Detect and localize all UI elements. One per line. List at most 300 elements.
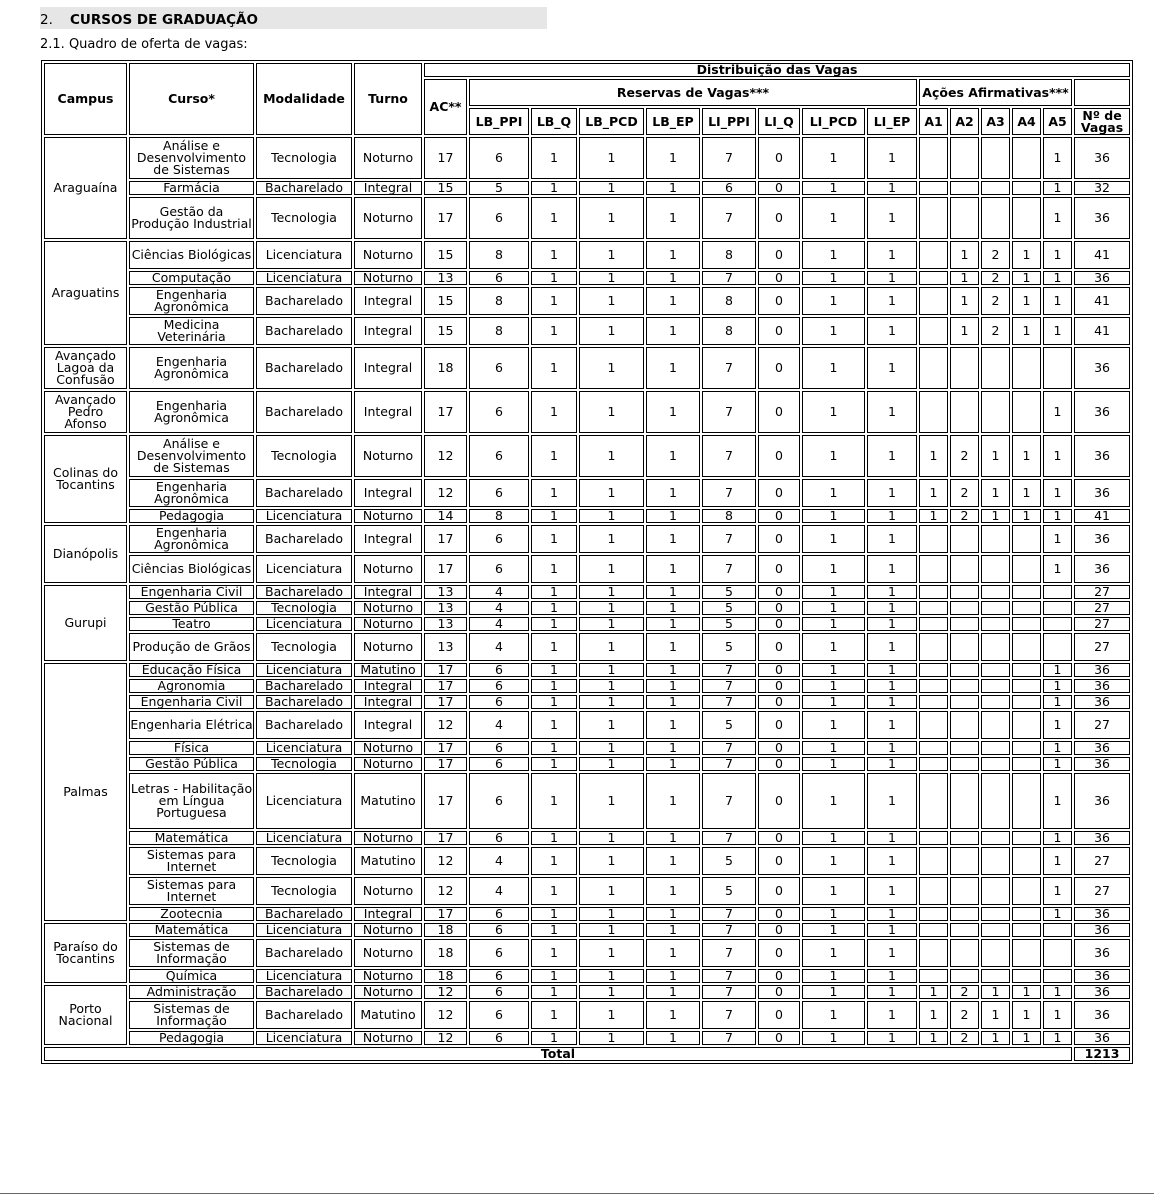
header-acoes: Ações Afirmativas*** — [919, 79, 1072, 106]
a3-cell: 1 — [981, 435, 1010, 477]
a1-cell — [919, 585, 948, 599]
a1-cell — [919, 271, 948, 285]
curso-cell: Matemática — [129, 923, 254, 937]
a3-cell: 2 — [981, 241, 1010, 269]
table-row — [44, 347, 1130, 389]
a2-cell — [950, 633, 979, 661]
curso-cell: Sistemas de Informação — [129, 1001, 254, 1029]
li-pcd-cell: 1 — [802, 663, 865, 677]
a3-cell — [981, 695, 1010, 709]
li-q-cell: 0 — [758, 663, 800, 677]
a3-cell — [981, 877, 1010, 905]
li-ppi-cell: 7 — [702, 555, 756, 583]
a3-cell: 1 — [981, 479, 1010, 507]
li-ep-cell: 1 — [867, 479, 917, 507]
ac-cell: 15 — [424, 241, 467, 269]
li-ep-cell: 1 — [867, 287, 917, 315]
modalidade-cell: Licenciatura — [256, 271, 352, 285]
ac-cell: 14 — [424, 509, 467, 523]
total-vagas-cell: 36 — [1074, 525, 1130, 553]
lb-q-cell: 1 — [531, 287, 577, 315]
ac-cell: 12 — [424, 985, 467, 999]
modalidade-cell: Licenciatura — [256, 773, 352, 829]
header-a3: A3 — [981, 108, 1010, 135]
li-ep-cell: 1 — [867, 585, 917, 599]
curso-cell: Engenharia Agronômica — [129, 391, 254, 433]
turno-cell: Noturno — [354, 555, 422, 583]
li-q-cell: 0 — [758, 555, 800, 583]
ac-cell: 13 — [424, 617, 467, 631]
lb-pcd-cell: 1 — [579, 585, 644, 599]
lb-ep-cell: 1 — [646, 287, 700, 315]
a5-cell: 1 — [1043, 271, 1072, 285]
lb-q-cell: 1 — [531, 555, 577, 583]
table-row — [44, 633, 1130, 661]
total-label: Total — [44, 1047, 1072, 1061]
lb-pcd-cell: 1 — [579, 435, 644, 477]
li-q-cell: 0 — [758, 633, 800, 661]
li-ppi-cell: 6 — [702, 181, 756, 195]
a4-cell: 1 — [1012, 1001, 1041, 1029]
modalidade-cell: Licenciatura — [256, 1031, 352, 1045]
a1-cell — [919, 347, 948, 389]
a4-cell — [1012, 555, 1041, 583]
a4-cell: 1 — [1012, 271, 1041, 285]
li-ep-cell: 1 — [867, 197, 917, 239]
lb-pcd-cell: 1 — [579, 479, 644, 507]
a5-cell — [1043, 633, 1072, 661]
lb-ppi-cell: 6 — [469, 939, 529, 967]
li-ppi-cell: 7 — [702, 773, 756, 829]
li-ep-cell: 1 — [867, 907, 917, 921]
lb-q-cell: 1 — [531, 877, 577, 905]
modalidade-cell: Bacharelado — [256, 939, 352, 967]
campus-cell: Colinas do Tocantins — [44, 435, 127, 523]
header-li-pcd: LI_PCD — [802, 108, 865, 135]
li-ppi-cell: 7 — [702, 347, 756, 389]
a4-cell — [1012, 877, 1041, 905]
lb-q-cell: 1 — [531, 617, 577, 631]
total-vagas-cell: 36 — [1074, 679, 1130, 693]
table-row — [44, 1031, 1130, 1045]
li-q-cell: 0 — [758, 923, 800, 937]
a2-cell — [950, 181, 979, 195]
li-pcd-cell: 1 — [802, 741, 865, 755]
lb-ppi-cell: 6 — [469, 679, 529, 693]
a1-cell — [919, 831, 948, 845]
a1-cell: 1 — [919, 985, 948, 999]
turno-cell: Noturno — [354, 271, 422, 285]
total-vagas-cell: 36 — [1074, 271, 1130, 285]
li-pcd-cell: 1 — [802, 969, 865, 983]
subsection-title: 2.1. Quadro de oferta de vagas: — [40, 37, 248, 52]
lb-ep-cell: 1 — [646, 741, 700, 755]
a1-cell — [919, 847, 948, 875]
a4-cell: 1 — [1012, 317, 1041, 345]
total-vagas-cell: 41 — [1074, 287, 1130, 315]
total-value: 1213 — [1074, 1047, 1130, 1061]
total-vagas-cell: 27 — [1074, 711, 1130, 739]
lb-ppi-cell: 6 — [469, 137, 529, 179]
lb-pcd-cell: 1 — [579, 181, 644, 195]
lb-pcd-cell: 1 — [579, 741, 644, 755]
a2-cell — [950, 695, 979, 709]
campus-cell: Dianópolis — [44, 525, 127, 583]
li-ep-cell: 1 — [867, 695, 917, 709]
total-vagas-cell: 36 — [1074, 831, 1130, 845]
li-ep-cell: 1 — [867, 633, 917, 661]
lb-ep-cell: 1 — [646, 877, 700, 905]
li-ep-cell: 1 — [867, 831, 917, 845]
lb-ppi-cell: 6 — [469, 773, 529, 829]
li-pcd-cell: 1 — [802, 601, 865, 615]
table-body — [44, 137, 1130, 1045]
header-lb-ppi: LB_PPI — [469, 108, 529, 135]
lb-q-cell: 1 — [531, 1001, 577, 1029]
a4-cell — [1012, 617, 1041, 631]
ac-cell: 13 — [424, 601, 467, 615]
a2-cell: 2 — [950, 479, 979, 507]
lb-pcd-cell: 1 — [579, 923, 644, 937]
campus-cell: Araguaína — [44, 137, 127, 239]
a5-cell: 1 — [1043, 197, 1072, 239]
lb-ppi-cell: 6 — [469, 741, 529, 755]
a3-cell — [981, 939, 1010, 967]
li-ep-cell: 1 — [867, 757, 917, 771]
total-vagas-cell: 36 — [1074, 391, 1130, 433]
lb-q-cell: 1 — [531, 585, 577, 599]
ac-cell: 18 — [424, 969, 467, 983]
lb-ep-cell: 1 — [646, 633, 700, 661]
lb-ppi-cell: 6 — [469, 555, 529, 583]
a5-cell: 1 — [1043, 391, 1072, 433]
a5-cell: 1 — [1043, 907, 1072, 921]
table-row — [44, 271, 1130, 285]
a5-cell: 1 — [1043, 555, 1072, 583]
a1-cell: 1 — [919, 479, 948, 507]
curso-cell: Matemática — [129, 831, 254, 845]
li-q-cell: 0 — [758, 877, 800, 905]
a2-cell — [950, 907, 979, 921]
header-distribuicao: Distribuição das Vagas — [424, 63, 1130, 77]
a1-cell — [919, 317, 948, 345]
header-turno: Turno — [354, 63, 422, 135]
lb-q-cell: 1 — [531, 969, 577, 983]
table-row — [44, 679, 1130, 693]
lb-q-cell: 1 — [531, 197, 577, 239]
a2-cell — [950, 347, 979, 389]
li-ep-cell: 1 — [867, 555, 917, 583]
a3-cell — [981, 617, 1010, 631]
a3-cell: 2 — [981, 317, 1010, 345]
li-ppi-cell: 7 — [702, 137, 756, 179]
a2-cell — [950, 585, 979, 599]
modalidade-cell: Licenciatura — [256, 831, 352, 845]
li-pcd-cell: 1 — [802, 923, 865, 937]
modalidade-cell: Licenciatura — [256, 741, 352, 755]
a3-cell — [981, 633, 1010, 661]
section-title: CURSOS DE GRADUAÇÃO — [70, 12, 258, 28]
a1-cell — [919, 181, 948, 195]
curso-cell: Engenharia Agronômica — [129, 287, 254, 315]
a3-cell — [981, 555, 1010, 583]
lb-ep-cell: 1 — [646, 197, 700, 239]
table-row — [44, 181, 1130, 195]
a4-cell — [1012, 181, 1041, 195]
table-row — [44, 241, 1130, 269]
a4-cell: 1 — [1012, 985, 1041, 999]
li-ppi-cell: 7 — [702, 197, 756, 239]
lb-ep-cell: 1 — [646, 757, 700, 771]
li-pcd-cell: 1 — [802, 509, 865, 523]
li-ep-cell: 1 — [867, 679, 917, 693]
lb-ep-cell: 1 — [646, 907, 700, 921]
lb-q-cell: 1 — [531, 663, 577, 677]
a4-cell — [1012, 391, 1041, 433]
curso-cell: Zootecnia — [129, 907, 254, 921]
lb-q-cell: 1 — [531, 711, 577, 739]
a5-cell: 1 — [1043, 679, 1072, 693]
li-ppi-cell: 5 — [702, 633, 756, 661]
ac-cell: 17 — [424, 757, 467, 771]
a2-cell — [950, 197, 979, 239]
a2-cell — [950, 939, 979, 967]
lb-pcd-cell: 1 — [579, 907, 644, 921]
total-vagas-cell: 36 — [1074, 137, 1130, 179]
li-ep-cell: 1 — [867, 241, 917, 269]
li-pcd-cell: 1 — [802, 711, 865, 739]
li-q-cell: 0 — [758, 391, 800, 433]
total-vagas-cell: 36 — [1074, 197, 1130, 239]
modalidade-cell: Bacharelado — [256, 695, 352, 709]
ac-cell: 17 — [424, 907, 467, 921]
lb-q-cell: 1 — [531, 907, 577, 921]
turno-cell: Noturno — [354, 633, 422, 661]
li-pcd-cell: 1 — [802, 831, 865, 845]
li-q-cell: 0 — [758, 969, 800, 983]
ac-cell: 17 — [424, 679, 467, 693]
a1-cell — [919, 695, 948, 709]
a5-cell: 1 — [1043, 695, 1072, 709]
turno-cell: Noturno — [354, 923, 422, 937]
a5-cell: 1 — [1043, 1001, 1072, 1029]
ac-cell: 12 — [424, 847, 467, 875]
li-ep-cell: 1 — [867, 985, 917, 999]
li-pcd-cell: 1 — [802, 985, 865, 999]
a4-cell — [1012, 923, 1041, 937]
ac-cell: 18 — [424, 939, 467, 967]
lb-ppi-cell: 6 — [469, 197, 529, 239]
a3-cell — [981, 137, 1010, 179]
lb-q-cell: 1 — [531, 435, 577, 477]
li-ppi-cell: 7 — [702, 741, 756, 755]
lb-ep-cell: 1 — [646, 985, 700, 999]
modalidade-cell: Tecnologia — [256, 633, 352, 661]
modalidade-cell: Licenciatura — [256, 923, 352, 937]
li-pcd-cell: 1 — [802, 241, 865, 269]
li-ep-cell: 1 — [867, 939, 917, 967]
curso-cell: Produção de Grãos — [129, 633, 254, 661]
a4-cell — [1012, 847, 1041, 875]
lb-ppi-cell: 6 — [469, 969, 529, 983]
lb-pcd-cell: 1 — [579, 287, 644, 315]
a4-cell — [1012, 907, 1041, 921]
turno-cell: Noturno — [354, 877, 422, 905]
modalidade-cell: Tecnologia — [256, 435, 352, 477]
li-ppi-cell: 5 — [702, 585, 756, 599]
turno-cell: Integral — [354, 347, 422, 389]
li-q-cell: 0 — [758, 137, 800, 179]
modalidade-cell: Tecnologia — [256, 877, 352, 905]
a1-cell — [919, 633, 948, 661]
li-pcd-cell: 1 — [802, 347, 865, 389]
lb-pcd-cell: 1 — [579, 555, 644, 583]
lb-ppi-cell: 4 — [469, 617, 529, 631]
li-ppi-cell: 7 — [702, 695, 756, 709]
lb-ep-cell: 1 — [646, 137, 700, 179]
a1-cell — [919, 773, 948, 829]
ac-cell: 17 — [424, 525, 467, 553]
lb-ppi-cell: 6 — [469, 1001, 529, 1029]
a5-cell: 1 — [1043, 287, 1072, 315]
lb-q-cell: 1 — [531, 633, 577, 661]
curso-cell: Pedagogia — [129, 509, 254, 523]
modalidade-cell: Licenciatura — [256, 969, 352, 983]
turno-cell: Noturno — [354, 197, 422, 239]
ac-cell: 17 — [424, 197, 467, 239]
a5-cell — [1043, 923, 1072, 937]
a5-cell: 1 — [1043, 741, 1072, 755]
total-vagas-cell: 41 — [1074, 317, 1130, 345]
table-footer — [44, 1047, 1130, 1061]
lb-pcd-cell: 1 — [579, 877, 644, 905]
a5-cell: 1 — [1043, 181, 1072, 195]
section-heading — [40, 7, 547, 29]
ac-cell: 12 — [424, 711, 467, 739]
a1-cell — [919, 711, 948, 739]
a1-cell — [919, 137, 948, 179]
table-row — [44, 877, 1130, 905]
lb-q-cell: 1 — [531, 695, 577, 709]
li-pcd-cell: 1 — [802, 137, 865, 179]
a4-cell — [1012, 197, 1041, 239]
lb-q-cell: 1 — [531, 347, 577, 389]
li-q-cell: 0 — [758, 509, 800, 523]
header-a4: A4 — [1012, 108, 1041, 135]
li-ppi-cell: 5 — [702, 847, 756, 875]
a4-cell — [1012, 601, 1041, 615]
lb-pcd-cell: 1 — [579, 1031, 644, 1045]
a4-cell — [1012, 969, 1041, 983]
table-row — [44, 479, 1130, 507]
total-vagas-cell: 36 — [1074, 741, 1130, 755]
a2-cell — [950, 923, 979, 937]
li-q-cell: 0 — [758, 695, 800, 709]
lb-ppi-cell: 8 — [469, 241, 529, 269]
table-row — [44, 525, 1130, 553]
ac-cell: 13 — [424, 271, 467, 285]
lb-ep-cell: 1 — [646, 617, 700, 631]
li-ppi-cell: 7 — [702, 1001, 756, 1029]
modalidade-cell: Tecnologia — [256, 757, 352, 771]
total-vagas-cell: 41 — [1074, 509, 1130, 523]
a1-cell: 1 — [919, 1001, 948, 1029]
lb-ep-cell: 1 — [646, 317, 700, 345]
li-q-cell: 0 — [758, 435, 800, 477]
li-pcd-cell: 1 — [802, 1031, 865, 1045]
a5-cell: 1 — [1043, 831, 1072, 845]
a3-cell — [981, 773, 1010, 829]
table-row — [44, 317, 1130, 345]
a1-cell: 1 — [919, 1031, 948, 1045]
table-row — [44, 757, 1130, 771]
turno-cell: Noturno — [354, 601, 422, 615]
curso-cell: Engenharia Civil — [129, 695, 254, 709]
a3-cell — [981, 391, 1010, 433]
lb-ep-cell: 1 — [646, 509, 700, 523]
a5-cell — [1043, 347, 1072, 389]
curso-cell: Gestão Pública — [129, 601, 254, 615]
curso-cell: Química — [129, 969, 254, 983]
a4-cell — [1012, 585, 1041, 599]
lb-ppi-cell: 6 — [469, 525, 529, 553]
lb-pcd-cell: 1 — [579, 969, 644, 983]
a5-cell — [1043, 969, 1072, 983]
lb-pcd-cell: 1 — [579, 317, 644, 345]
a3-cell — [981, 347, 1010, 389]
total-vagas-cell: 36 — [1074, 907, 1130, 921]
a1-cell — [919, 877, 948, 905]
modalidade-cell: Licenciatura — [256, 241, 352, 269]
lb-pcd-cell: 1 — [579, 197, 644, 239]
header-lb-q: LB_Q — [531, 108, 577, 135]
ac-cell: 17 — [424, 555, 467, 583]
a2-cell — [950, 757, 979, 771]
a2-cell — [950, 969, 979, 983]
lb-ep-cell: 1 — [646, 679, 700, 693]
li-ppi-cell: 7 — [702, 969, 756, 983]
a2-cell — [950, 831, 979, 845]
lb-ppi-cell: 6 — [469, 757, 529, 771]
modalidade-cell: Bacharelado — [256, 391, 352, 433]
lb-ppi-cell: 4 — [469, 847, 529, 875]
a5-cell: 1 — [1043, 773, 1072, 829]
a4-cell — [1012, 711, 1041, 739]
lb-q-cell: 1 — [531, 271, 577, 285]
lb-ep-cell: 1 — [646, 241, 700, 269]
lb-ep-cell: 1 — [646, 555, 700, 583]
total-vagas-cell: 27 — [1074, 601, 1130, 615]
li-ppi-cell: 7 — [702, 679, 756, 693]
lb-pcd-cell: 1 — [579, 939, 644, 967]
li-q-cell: 0 — [758, 711, 800, 739]
a5-cell: 1 — [1043, 757, 1072, 771]
li-pcd-cell: 1 — [802, 287, 865, 315]
li-ep-cell: 1 — [867, 1031, 917, 1045]
total-vagas-cell: 36 — [1074, 347, 1130, 389]
a4-cell — [1012, 633, 1041, 661]
header-ac: AC** — [424, 79, 467, 135]
lb-ep-cell: 1 — [646, 479, 700, 507]
a2-cell: 2 — [950, 509, 979, 523]
table-row — [44, 969, 1130, 983]
li-ep-cell: 1 — [867, 181, 917, 195]
lb-ppi-cell: 4 — [469, 877, 529, 905]
li-q-cell: 0 — [758, 741, 800, 755]
curso-cell: Medicina Veterinária — [129, 317, 254, 345]
li-ppi-cell: 7 — [702, 939, 756, 967]
a1-cell — [919, 525, 948, 553]
